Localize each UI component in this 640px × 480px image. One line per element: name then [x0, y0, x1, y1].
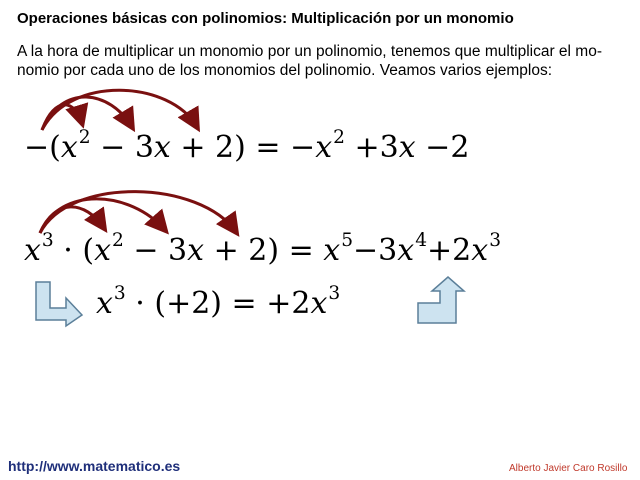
arrow-to-2-b — [40, 192, 236, 233]
author-credit: Alberto Javier Caro Rosillo — [509, 463, 628, 474]
equation-2: $x^3 \cdot (x^2 - 3x + 2) = x^5-3x^4+2x^3$ — [24, 230, 502, 268]
website-link[interactable]: http://www.matematico.es — [8, 458, 181, 474]
up-right-block-arrow-icon — [416, 275, 468, 327]
equation-3: $x^3 \cdot (+2) = +2x^3$ — [96, 283, 341, 321]
intro-paragraph: A la hora de multiplicar un monomio por un polinomio, tenemos que multiplicar el mo-nomio por cada uno de los monomios del polinomio. Veamos varios ejemplos: — [17, 43, 602, 79]
down-right-block-arrow-icon — [34, 280, 86, 328]
equation-1: $-(x^2 - 3x + 2) = -x^2 +3x -2$ — [24, 127, 470, 165]
page-title: Operaciones básicas con polinomios: Multiplicación por un monomio — [17, 10, 514, 27]
